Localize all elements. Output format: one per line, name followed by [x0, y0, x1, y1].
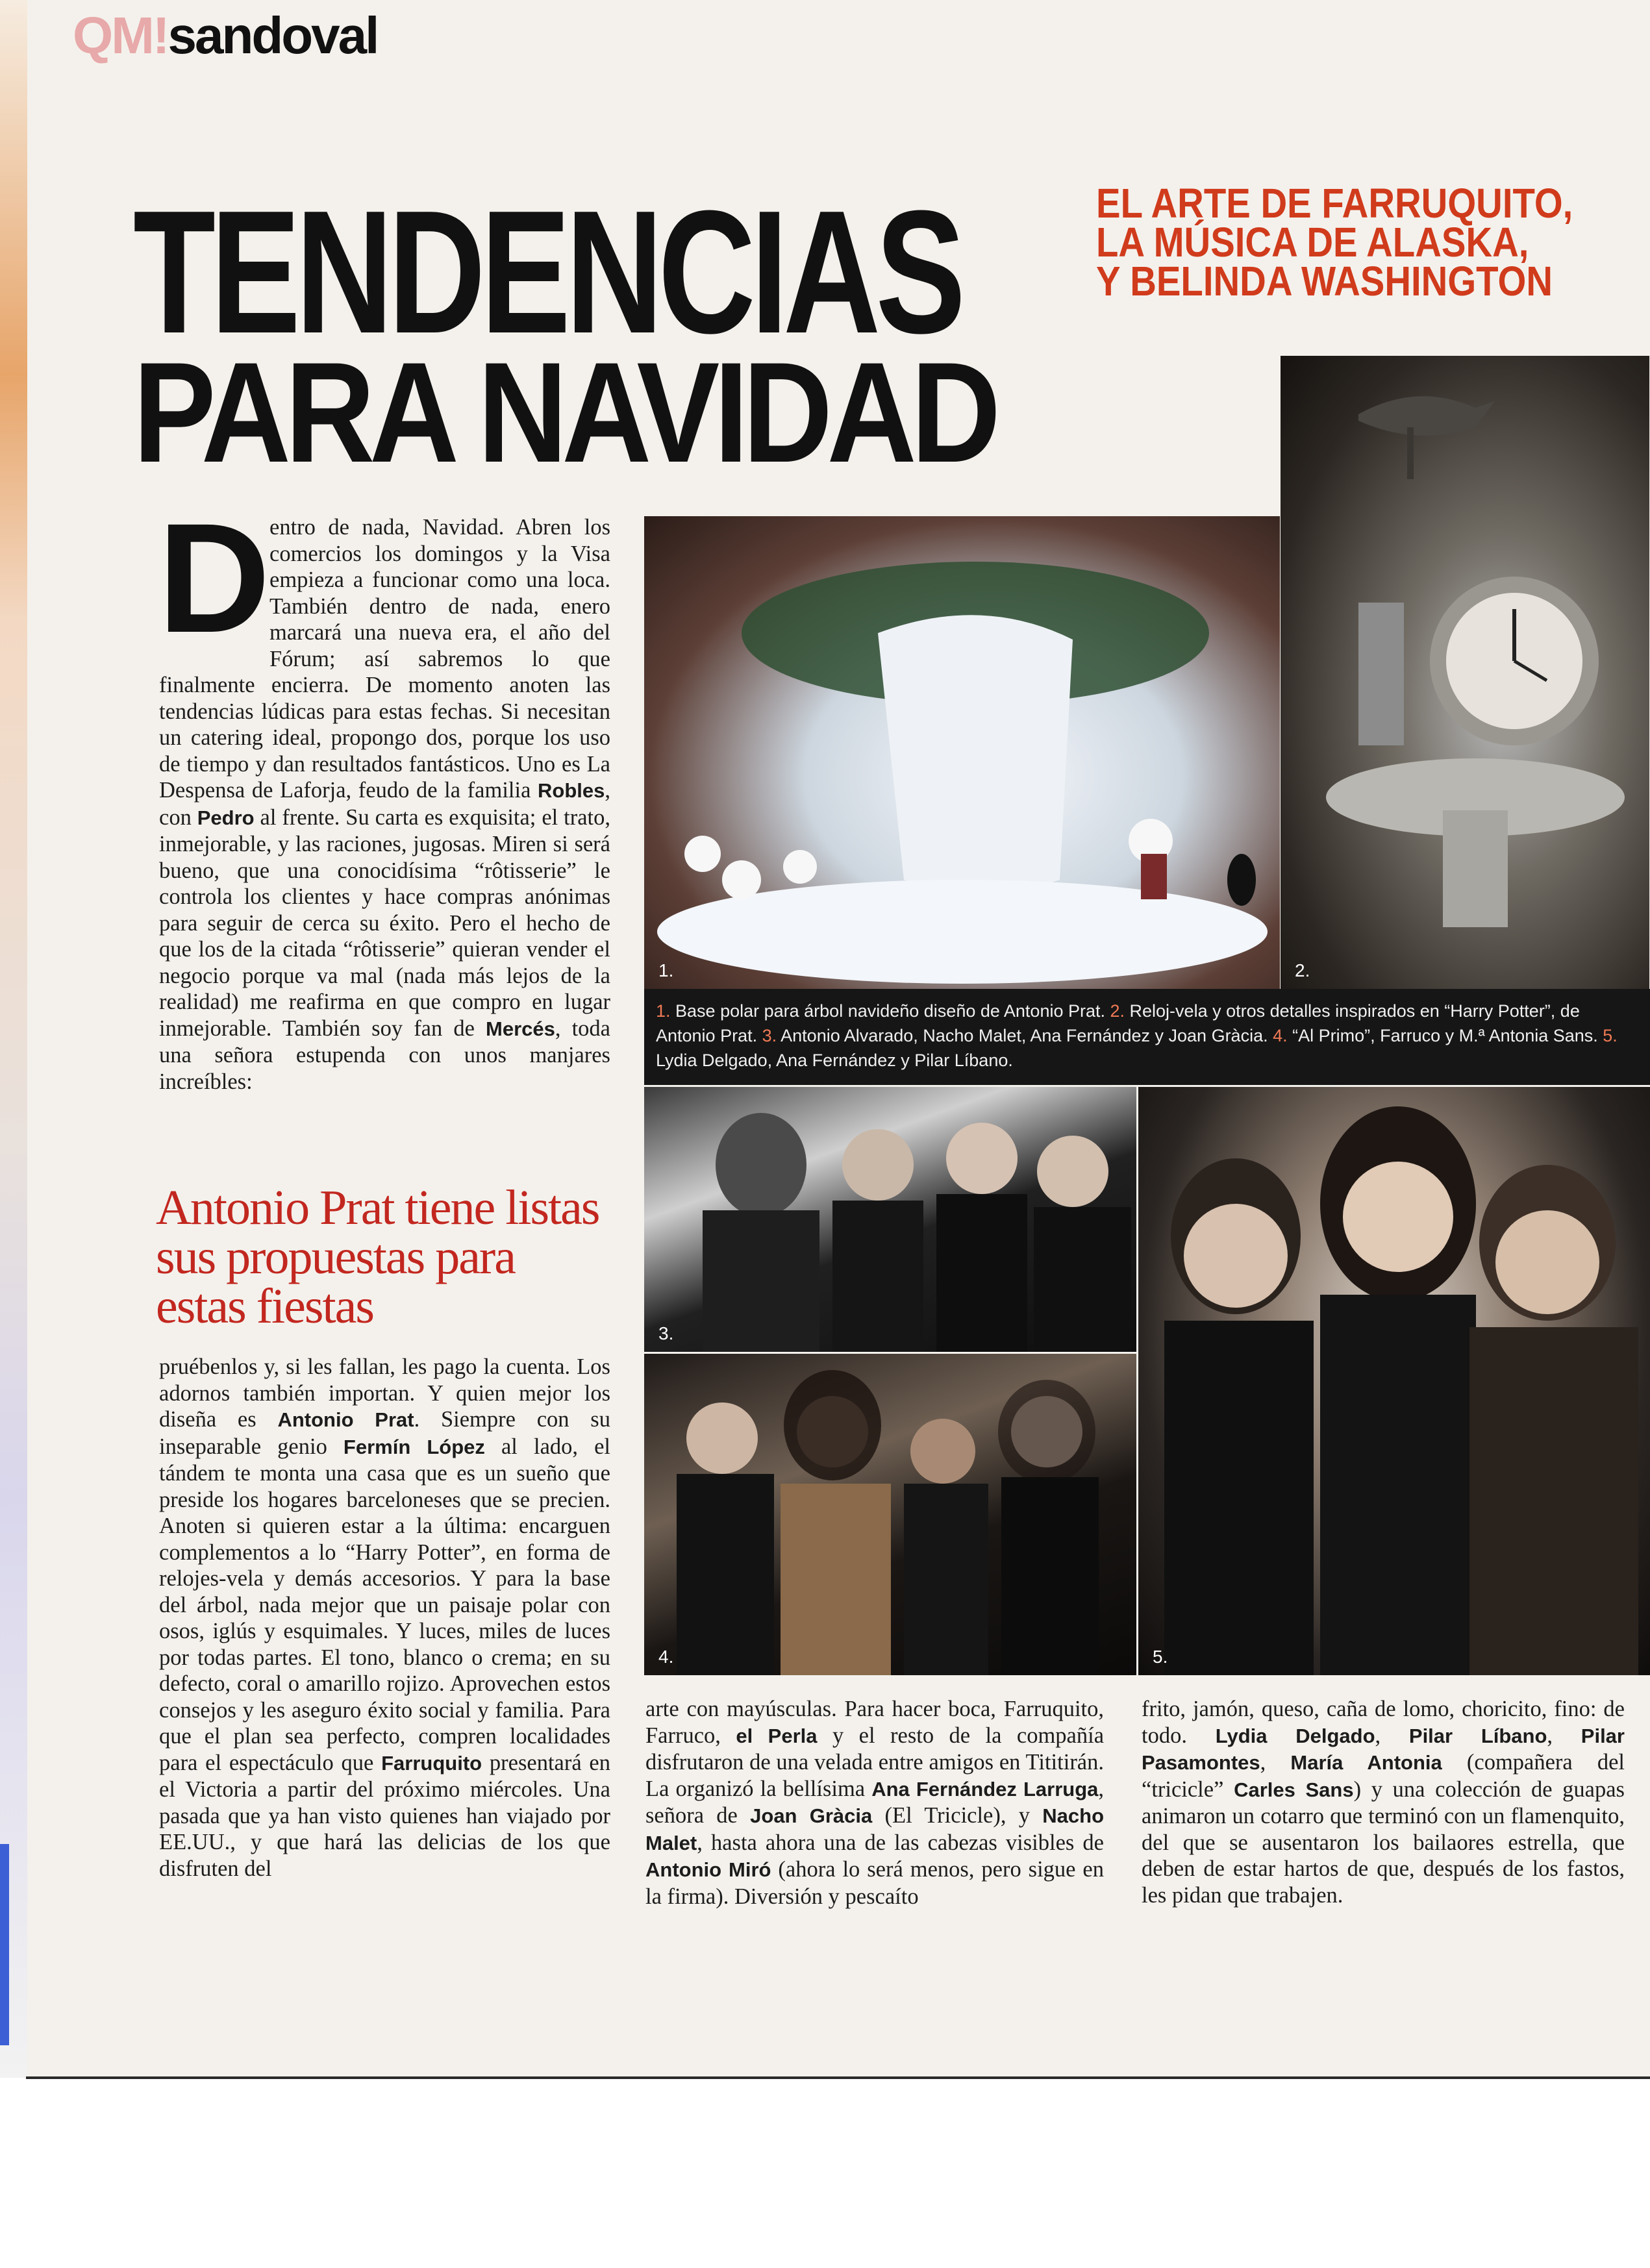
text-run: al frente. Su carta es exquisita; el trato, inmejorable, y las raciones, jugosas. Miren si será bueno, que una conocidísima “rôtisserie” le controla los clientes y hace compras anónimas para seguir de cerca su éxito. Pero el hecho de que los de la citada “rôtisserie” quieran vender el negocio porque va mal (nada más lejos de la realidad) me reafirma en que compro en lugar inmejorable. También soy fan de [159, 804, 610, 1041]
photo-polar-tree-base [644, 516, 1280, 989]
caption-text: Lydia Delgado, Ana Fernández y Pilar Líbano. [656, 1051, 1013, 1070]
article-column-2 [645, 1696, 1104, 1910]
caption-text: Reloj-vela y otros detalles inspirados en “Harry Potter”, de Antonio Prat. [656, 1001, 1580, 1045]
text-run-bold: Nacho Malet [645, 1804, 1105, 1854]
photo-group-3 [644, 1087, 1136, 1352]
photo-number: 5. [1153, 1647, 1168, 1667]
text-run-bold: el Perla [736, 1724, 818, 1747]
party-group-photo-icon [1138, 1087, 1650, 1675]
photo-clock-candle [1281, 356, 1649, 989]
party-group-photo-icon [644, 1087, 1136, 1352]
text-run: , [1260, 1750, 1291, 1775]
caption-text: Antonio Alvarado, Nacho Malet, Ana Fernández y Joan Gràcia. [777, 1026, 1273, 1045]
text-run-bold: María Antonia [1290, 1751, 1442, 1774]
text-run: , hasta ahora una de las cabezas visibles de [697, 1830, 1104, 1855]
text-run-bold: Pedro [197, 806, 255, 829]
text-run: (compañera del “tricicle” [1142, 1750, 1625, 1802]
photo-caption [656, 999, 1643, 1073]
photo-group-4 [644, 1354, 1136, 1675]
photo-group-5 [1138, 1087, 1650, 1675]
drop-cap: D [158, 491, 271, 665]
text-run-bold: Ana Fernández Larruga [871, 1777, 1099, 1801]
text-run-bold: Fermín López [343, 1435, 485, 1458]
text-run: entro de nada, Navidad. Abren los comercios los domingos y la Visa empieza a funcionar como una loca. También dentro de nada, enero marcará una nueva era, el año del Fórum; así sabremos lo que finalmente encierra. De momento anoten las tendencias lúdicas para estas fechas. Si necesitan un catering ideal, propongo dos, porque los uso de tiempo y dan resultados fantásticos. Uno es La Despensa de Laforja, feudo de la familia [159, 515, 610, 803]
left-edge-blue-mark [0, 1844, 9, 2045]
text-run: . Siempre con su inseparable genio [159, 1407, 610, 1459]
text-run-bold: Mercés [486, 1017, 555, 1040]
kicker-line: Y BELINDA WASHINGTON [1096, 258, 1553, 305]
clock-candle-photo-icon [1281, 356, 1649, 989]
text-run: arte con mayúsculas. Para hacer boca, Farruquito, Farruco, [645, 1697, 1104, 1748]
pull-quote: Antonio Prat tiene listas sus propuestas para estas fiestas [156, 1180, 599, 1334]
photo-number: 2. [1295, 960, 1310, 980]
caption-num: 3. [762, 1026, 777, 1045]
article-column-1-bottom [159, 1354, 610, 1882]
text-run: al lado, el tándem te monta una casa que es un sueño que preside los hogares barceloneses que se precien. Anoten si quieren estar a la última: encarguen complementos a lo “Harry Potter”, en forma de relojes-vela y demás accesorios. Y para la base del árbol, nada mejor que un paisaje polar con osos, iglús y esquimales. Y luces, miles de luces por todas partes. El tono, blanco o crema; en su defecto, coral o amarillo rojizo. Aprovechen estos consejos y les aseguro éxito social y familia. Para que el plan sea perfecto, compren localidades para el espectáculo que [159, 1434, 610, 1775]
photo-number: 3. [658, 1323, 674, 1343]
text-run-bold: Antonio Miró [645, 1858, 771, 1881]
section-header [73, 3, 377, 68]
caption-num: 4. [1273, 1026, 1288, 1045]
kicker [1096, 180, 1573, 305]
text-run-bold: Robles [538, 779, 605, 802]
text-run: frito, jamón, queso, caña de lomo, choricito, fino: de todo. [1142, 1697, 1625, 1748]
caption-text: “Al Primo”, Farruco y M.ª Antonia Sans. [1287, 1026, 1603, 1045]
text-run: presentará en el Victoria a partir del próximo miércoles. Una pasada que ya han visto quienes han viajado por EE.UU., y que hará las delicias de los que disfruten del [159, 1750, 610, 1881]
kicker-line: EL ARTE DE FARRUQUITO, [1096, 180, 1573, 227]
section-name: sandoval [168, 6, 378, 64]
text-run-bold: Lydia Delgado [1215, 1724, 1375, 1747]
text-run: ) y una colección de guapas animaron un cotarro que terminó con un flamenquito, del que se ausentaron los bailaores estrella, que deben de estar hartos de que, después de los fastos, les pidan que trabajen. [1142, 1776, 1625, 1908]
text-run-bold: Pilar Líbano [1408, 1724, 1547, 1747]
text-run: , toda una señora estupenda con unos manjares increíbles: [159, 1016, 610, 1094]
page-bottom-edge [26, 2076, 1650, 2079]
text-run: , [1547, 1723, 1581, 1748]
headline-line-2: PARA NAVIDAD [133, 332, 995, 492]
text-run: , con [159, 778, 610, 830]
caption-num: 2. [1110, 1001, 1125, 1021]
photo-number: 1. [658, 960, 674, 980]
photo-number: 4. [658, 1647, 674, 1667]
polar-tree-base-photo-icon [644, 516, 1280, 989]
text-run: (ahora lo será menos, pero sigue en la firma). Diversión y pescaíto [645, 1857, 1104, 1909]
caption-num: 1. [656, 1001, 671, 1021]
text-run: , [1375, 1723, 1409, 1748]
text-run-bold: Antonio Prat [277, 1408, 414, 1431]
caption-num: 5. [1603, 1026, 1618, 1045]
kicker-line: LA MÚSICA DE ALASKA, [1096, 219, 1529, 266]
article-column-1-top [158, 491, 610, 1095]
text-run: pruébenlos y, si les fallan, les pago la cuenta. Los adornos también importan. Y quien mejor los diseña es [159, 1354, 610, 1432]
section-prefix: QM! [73, 6, 168, 64]
text-run-bold: Pilar Pasamontes [1142, 1724, 1625, 1774]
text-run: y el resto de la compañía disfrutaron de una velada entre amigos en Tititirán. La organizó la bellísima [645, 1723, 1105, 1801]
headline-line-1: TENDENCIAS [133, 175, 961, 370]
article-column-3 [1142, 1696, 1625, 1908]
caption-text: Base polar para árbol navideño diseño de Antonio Prat. [670, 1001, 1110, 1021]
drop-cap-spacer [158, 491, 271, 667]
text-run-bold: Joan Gràcia [750, 1804, 873, 1827]
text-run: , señora de [645, 1776, 1104, 1828]
left-page-edge [0, 0, 27, 2078]
text-run: (El Tricicle), y [872, 1803, 1043, 1828]
text-run-bold: Farruquito [381, 1751, 482, 1775]
party-group-photo-icon [644, 1354, 1136, 1675]
text-run-bold: Carles Sans [1234, 1778, 1354, 1801]
